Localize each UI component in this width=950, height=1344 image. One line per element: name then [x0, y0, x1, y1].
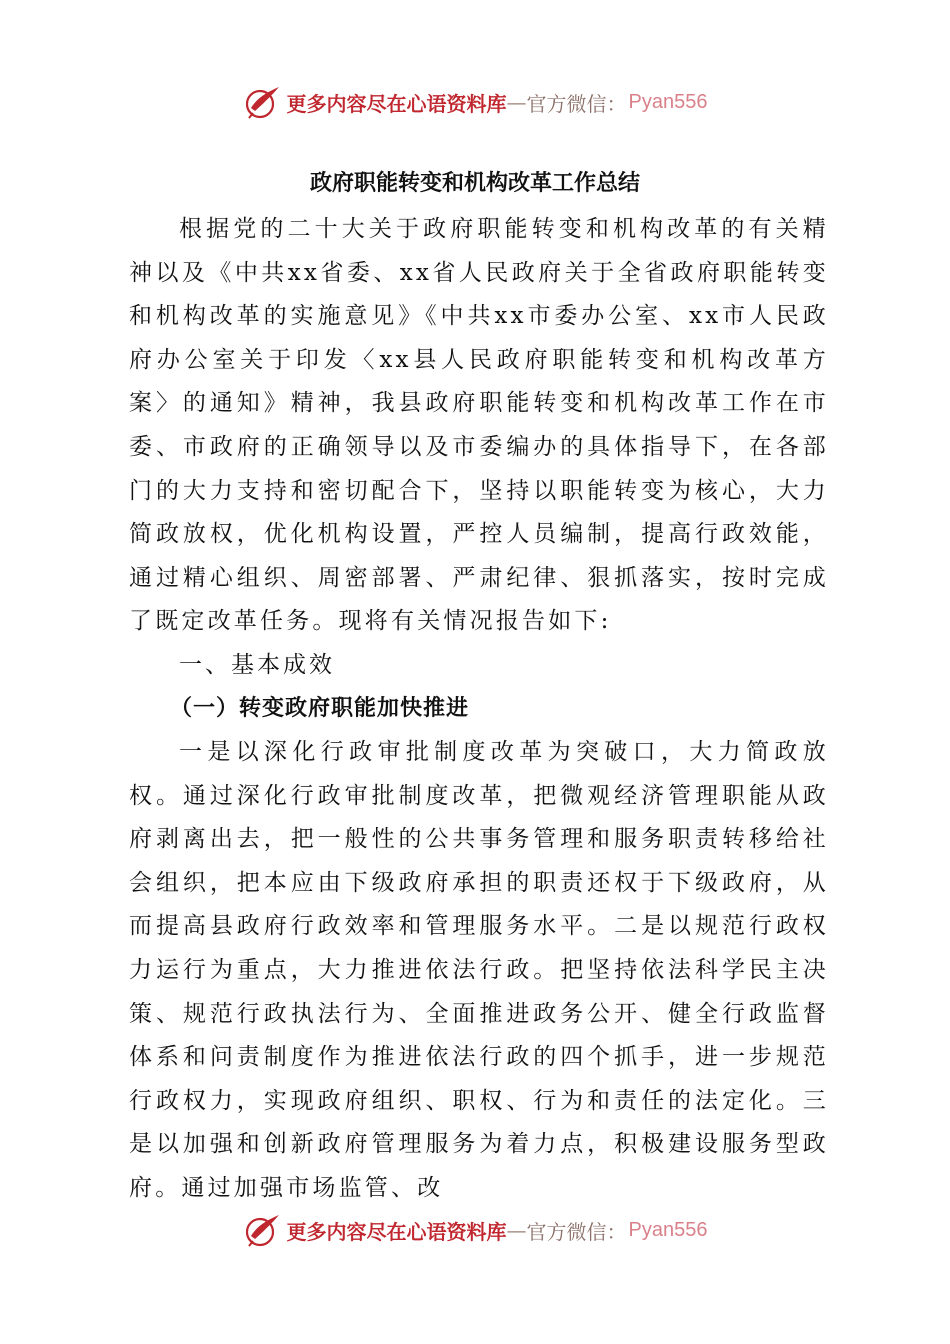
quill-logo-icon	[243, 84, 283, 120]
intro-paragraph: 根据党的二十大关于政府职能转变和机构改革的有关精神以及《中共xx省委、xx省人民政府关于全省政府职能转变和机构改革的实施意见》《中共xx市委办公室、xx市人民政府办公室关于印发〈xx县人民政府职能转变和机构改革方案〉的通知》精神，我县政府职能转变和机构改革工作在市委、市政府的正确领导以及市委编办的具体指导下，在各部门的大力支持和密切配合下，坚持以职能转变为核心，大力简政放权，优化机构设置，严控人员编制，提高行政效能，通过精心组织、周密部署、严肃纪律、狠抓落实，按时完成了既定改革任务。现将有关情况报告如下:	[129, 216, 829, 635]
section-heading: 一、基本成效	[179, 652, 335, 678]
header-banner	[0, 82, 950, 122]
banner-main-text: 更多内容尽在心语资料库	[286, 1219, 507, 1244]
quill-logo-icon	[243, 1212, 283, 1248]
document-title: 政府职能转变和机构改革工作总结	[309, 171, 640, 196]
banner-wechat-handle: Pyan556	[628, 90, 708, 113]
body-paragraph: 一是以深化行政审批制度改革为突破口，大力简政放权。通过深化行政审批制度改革，把微观经济管理职能从政府剥离出去，把一般性的公共事务管理和服务职责转移给社会组织，把本应由下级政府承担的职责还权于下级政府，从而提高县政府行政效率和管理服务水平。二是以规范行政权力运行为重点，大力推进依法行政。把坚持依法科学民主决策、规范行政执法行为、全面推进政务公开、健全行政监督体系和问责制度作为推进依法行政的四个抓手，进一步规范行政权力，实现政府组织、职权、行为和责任的法定化。三是以加强和创新政府管理服务为着力点，积极建设服务型政府。通过加强市场监管、改	[129, 739, 829, 1201]
footer-banner	[0, 1210, 950, 1250]
banner-main-text: 更多内容尽在心语资料库	[286, 91, 507, 116]
subsection-heading: （一）转变政府职能加快推进	[170, 696, 470, 721]
banner-wechat-label: 官方微信：	[526, 1219, 627, 1244]
banner-wechat-label: 官方微信：	[526, 91, 627, 116]
banner-separator: —	[506, 90, 527, 114]
banner-separator: —	[506, 1218, 527, 1242]
banner-wechat-handle: Pyan556	[628, 1218, 708, 1241]
